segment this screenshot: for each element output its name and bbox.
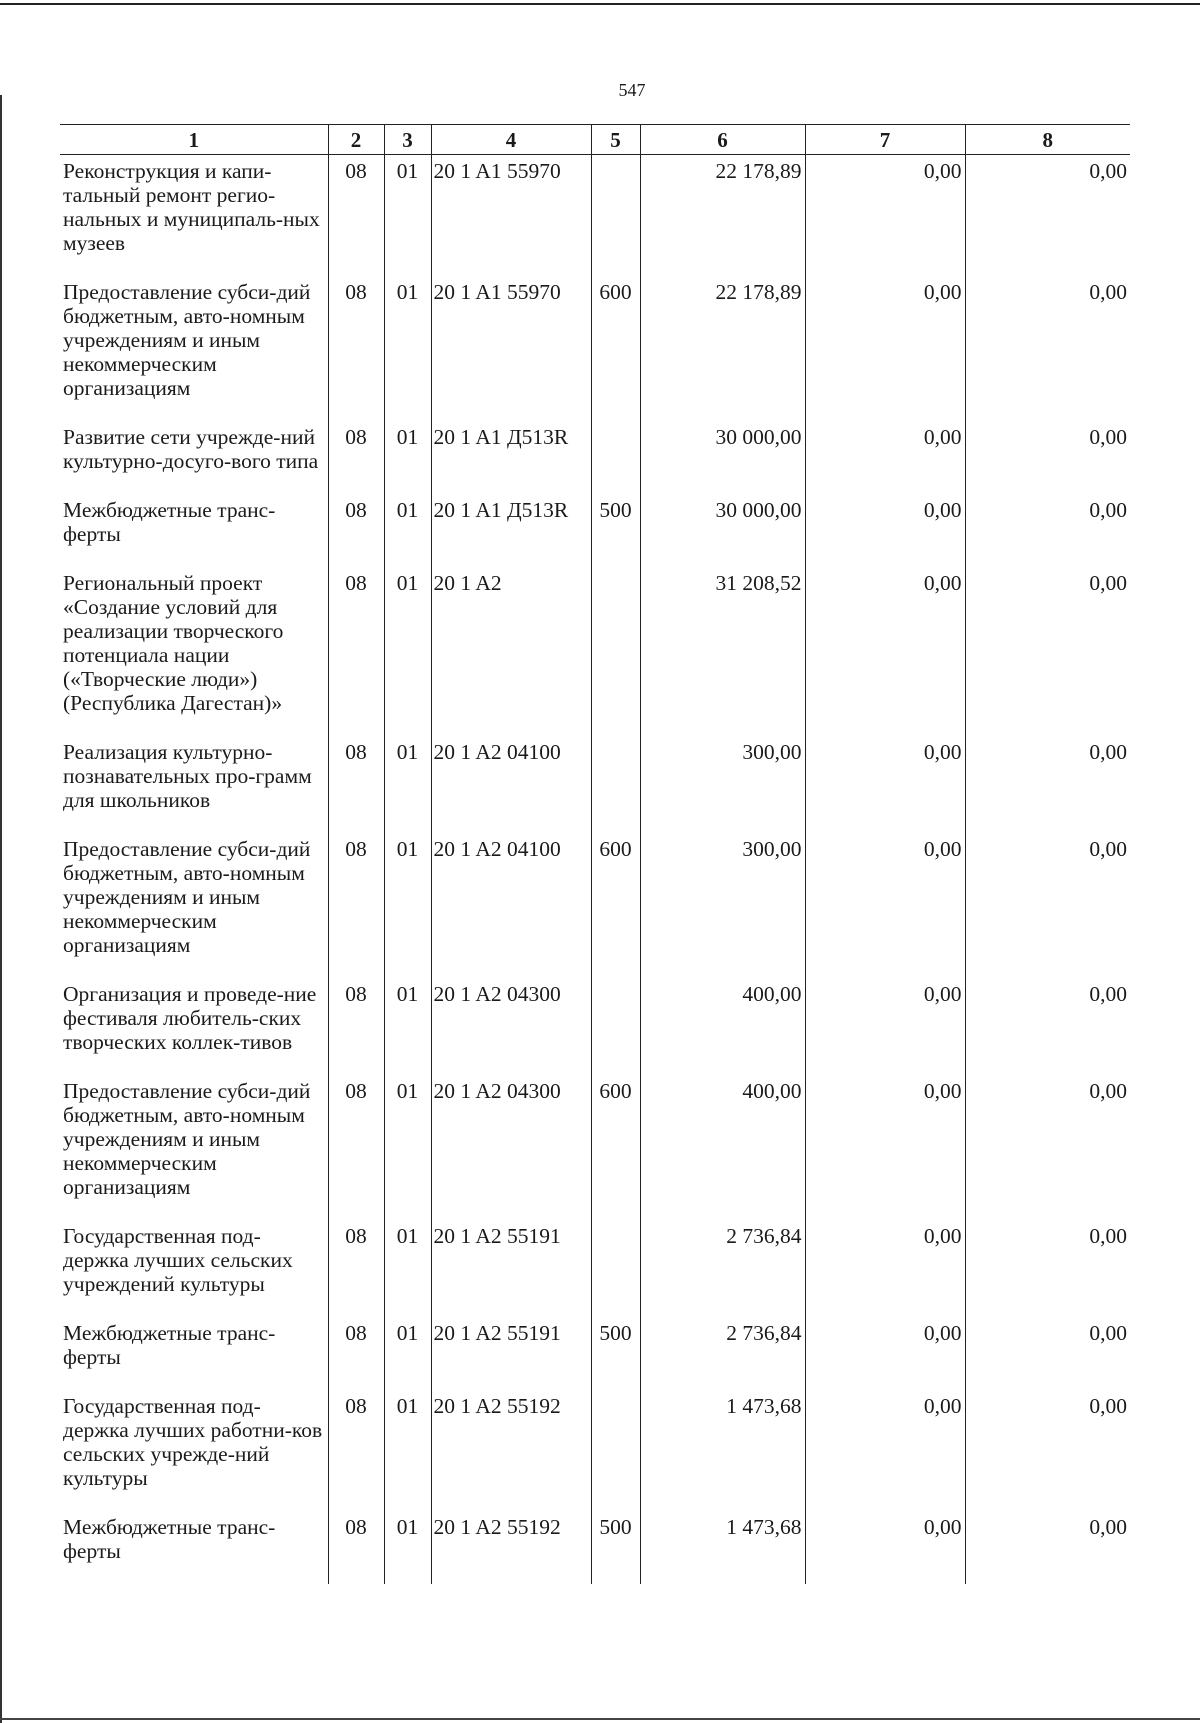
amount-col7: 0,00 — [805, 1511, 965, 1584]
amount-col8: 0,00 — [965, 736, 1130, 833]
subsection-code: 01 — [384, 1390, 431, 1511]
amount-col8: 0,00 — [965, 1075, 1130, 1220]
expense-type-code — [591, 978, 640, 1075]
row-name: Реконструкция и капи-тальный ремонт регио-нальных и муниципаль-ных музеев — [63, 159, 320, 255]
section-code: 08 — [328, 1075, 384, 1220]
amount-col7: 0,00 — [805, 494, 965, 567]
table-row — [60, 978, 1130, 1075]
table-row — [60, 1317, 1130, 1390]
amount-col8: 0,00 — [965, 1220, 1130, 1317]
expense-type-code: 600 — [591, 833, 640, 978]
subsection-code: 01 — [384, 421, 431, 494]
target-article-code: 20 1 A1 55970 — [431, 155, 591, 277]
expense-type-code: 500 — [591, 1511, 640, 1584]
expense-type-code — [591, 155, 640, 277]
subsection-code: 01 — [384, 567, 431, 736]
subsection-code: 01 — [384, 494, 431, 567]
row-name: Развитие сети учрежде-ний культурно-досуго-вого типа — [63, 425, 319, 473]
amount-col6: 30 000,00 — [640, 421, 805, 494]
amount-col7: 0,00 — [805, 421, 965, 494]
amount-col7: 0,00 — [805, 276, 965, 421]
section-code: 08 — [328, 1317, 384, 1390]
row-name: Организация и проведе-ние фестиваля любитель-ских творческих коллек-тивов — [63, 982, 317, 1054]
section-code: 08 — [328, 155, 384, 277]
section-code: 08 — [328, 1220, 384, 1317]
expense-type-code: 500 — [591, 1317, 640, 1390]
target-article-code: 20 1 A1 55970 — [431, 276, 591, 421]
amount-col7: 0,00 — [805, 155, 965, 277]
subsection-code: 01 — [384, 1075, 431, 1220]
amount-col6: 300,00 — [640, 736, 805, 833]
table-row — [60, 494, 1130, 567]
expense-type-code — [591, 567, 640, 736]
amount-col6: 1 473,68 — [640, 1390, 805, 1511]
target-article-code: 20 1 A2 04300 — [431, 978, 591, 1075]
amount-col6: 2 736,84 — [640, 1317, 805, 1390]
row-name: Государственная под-держка лучших сельских учреждений культуры — [63, 1224, 293, 1296]
row-name: Предоставление субси-дий бюджетным, авто-номным учреждениям и иным некоммерческим организациям — [63, 280, 311, 400]
target-article-code: 20 1 A2 — [431, 567, 591, 736]
expense-type-code: 500 — [591, 494, 640, 567]
amount-col6: 2 736,84 — [640, 1220, 805, 1317]
amount-col8: 0,00 — [965, 1390, 1130, 1511]
section-code: 08 — [328, 494, 384, 567]
expense-type-code: 600 — [591, 1075, 640, 1220]
amount-col7: 0,00 — [805, 978, 965, 1075]
column-header: 8 — [965, 125, 1130, 155]
amount-col8: 0,00 — [965, 494, 1130, 567]
amount-col7: 0,00 — [805, 1075, 965, 1220]
table-row — [60, 1511, 1130, 1584]
scan-left-border — [0, 95, 2, 1723]
subsection-code: 01 — [384, 276, 431, 421]
row-name: Предоставление субси-дий бюджетным, авто-номным учреждениям и иным некоммерческим организациям — [63, 1079, 311, 1199]
column-header: 1 — [60, 125, 328, 155]
amount-col8: 0,00 — [965, 1317, 1130, 1390]
section-code: 08 — [328, 978, 384, 1075]
column-header: 3 — [384, 125, 431, 155]
amount-col8: 0,00 — [965, 1511, 1130, 1584]
table-row — [60, 1390, 1130, 1511]
amount-col7: 0,00 — [805, 567, 965, 736]
column-header: 7 — [805, 125, 965, 155]
subsection-code: 01 — [384, 1511, 431, 1584]
amount-col6: 300,00 — [640, 833, 805, 978]
subsection-code: 01 — [384, 833, 431, 978]
amount-col6: 400,00 — [640, 1075, 805, 1220]
amount-col6: 30 000,00 — [640, 494, 805, 567]
amount-col7: 0,00 — [805, 1317, 965, 1390]
section-code: 08 — [328, 736, 384, 833]
amount-col6: 31 208,52 — [640, 567, 805, 736]
column-header: 4 — [431, 125, 591, 155]
amount-col8: 0,00 — [965, 155, 1130, 277]
target-article-code: 20 1 A2 55192 — [431, 1511, 591, 1584]
section-code: 08 — [328, 1511, 384, 1584]
row-name: Реализация культурно-познавательных про-грамм для школьников — [63, 740, 312, 812]
target-article-code: 20 1 A2 04100 — [431, 833, 591, 978]
amount-col6: 1 473,68 — [640, 1511, 805, 1584]
row-name: Региональный проект «Создание условий для реализации творческого потенциала нации («Творческие люди») (Республика Дагестан)» — [63, 571, 284, 715]
amount-col6: 22 178,89 — [640, 276, 805, 421]
table-row — [60, 736, 1130, 833]
row-name: Межбюджетные транс-ферты — [63, 498, 276, 546]
expense-type-code — [591, 736, 640, 833]
amount-col8: 0,00 — [965, 833, 1130, 978]
table-row — [60, 421, 1130, 494]
amount-col7: 0,00 — [805, 1390, 965, 1511]
expense-type-code — [591, 421, 640, 494]
column-header: 6 — [640, 125, 805, 155]
amount-col8: 0,00 — [965, 276, 1130, 421]
section-code: 08 — [328, 567, 384, 736]
target-article-code: 20 1 A2 55191 — [431, 1220, 591, 1317]
section-code: 08 — [328, 1390, 384, 1511]
section-code: 08 — [328, 276, 384, 421]
subsection-code: 01 — [384, 155, 431, 277]
target-article-code: 20 1 A1 Д513R — [431, 421, 591, 494]
amount-col8: 0,00 — [965, 421, 1130, 494]
scan-bottom-border — [0, 1718, 1200, 1720]
target-article-code: 20 1 A2 55192 — [431, 1390, 591, 1511]
target-article-code: 20 1 A2 04100 — [431, 736, 591, 833]
subsection-code: 01 — [384, 978, 431, 1075]
table-row — [60, 155, 1130, 277]
subsection-code: 01 — [384, 1317, 431, 1390]
table-row — [60, 276, 1130, 421]
row-name: Предоставление субси-дий бюджетным, авто-номным учреждениям и иным некоммерческим организациям — [63, 837, 311, 957]
target-article-code: 20 1 A1 Д513R — [431, 494, 591, 567]
budget-table — [60, 124, 1130, 1584]
amount-col7: 0,00 — [805, 1220, 965, 1317]
target-article-code: 20 1 A2 04300 — [431, 1075, 591, 1220]
scan-top-border — [0, 3, 1200, 5]
subsection-code: 01 — [384, 1220, 431, 1317]
amount-col6: 400,00 — [640, 978, 805, 1075]
amount-col7: 0,00 — [805, 833, 965, 978]
column-header: 2 — [328, 125, 384, 155]
expense-type-code — [591, 1220, 640, 1317]
table-row — [60, 567, 1130, 736]
table-row — [60, 833, 1130, 978]
table-row — [60, 1075, 1130, 1220]
expense-type-code — [591, 1390, 640, 1511]
amount-col8: 0,00 — [965, 978, 1130, 1075]
row-name: Государственная под-держка лучших работни-ков сельских учрежде-ний культуры — [63, 1394, 323, 1490]
page-number: 547 — [618, 80, 646, 100]
table-row — [60, 1220, 1130, 1317]
amount-col7: 0,00 — [805, 736, 965, 833]
target-article-code: 20 1 A2 55191 — [431, 1317, 591, 1390]
table-header-row — [60, 125, 1130, 155]
section-code: 08 — [328, 833, 384, 978]
row-name: Межбюджетные транс-ферты — [63, 1515, 276, 1563]
subsection-code: 01 — [384, 736, 431, 833]
row-name: Межбюджетные транс-ферты — [63, 1321, 276, 1369]
amount-col6: 22 178,89 — [640, 155, 805, 277]
section-code: 08 — [328, 421, 384, 494]
expense-type-code: 600 — [591, 276, 640, 421]
amount-col8: 0,00 — [965, 567, 1130, 736]
column-header: 5 — [591, 125, 640, 155]
